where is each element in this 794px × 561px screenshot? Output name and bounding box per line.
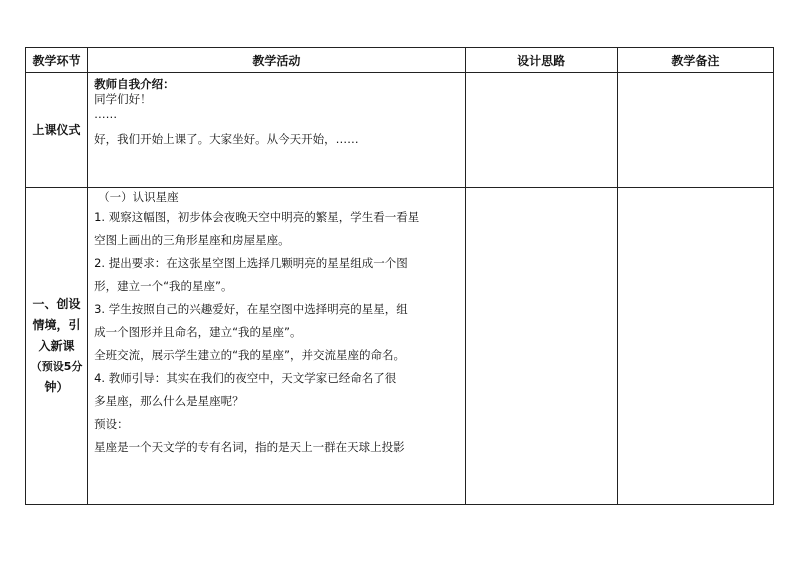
notes-cell xyxy=(617,73,773,188)
activity-line: 1. 观察这幅图，初步体会夜晚天空中明亮的繁星，学生看一看星 xyxy=(94,210,420,224)
activity-cell xyxy=(88,188,466,505)
stage-line: 入新课 xyxy=(38,339,75,354)
stage-line: 钟） xyxy=(44,379,69,394)
activity-line: 多星座，那么什么是星座呢？ xyxy=(94,394,244,408)
stage-cell xyxy=(26,73,88,188)
activity-line: （一）认识星座 xyxy=(98,190,179,204)
table-row xyxy=(26,73,774,188)
stage-line: 情境，引 xyxy=(32,318,81,333)
design-cell xyxy=(465,73,617,188)
table-row xyxy=(26,188,774,505)
activity-line: 2. 提出要求：在这张星空图上选择几颗明亮的星星组成一个图 xyxy=(94,256,408,270)
activity-line: …… xyxy=(94,107,118,121)
lesson-plan-table xyxy=(25,47,774,505)
activity-line: 好，我们开始上课了。大家坐好。从今天开始，…… xyxy=(94,132,359,146)
header-design: 设计思路 xyxy=(465,48,617,73)
stage-line: 一、创设 xyxy=(32,297,81,312)
design-cell xyxy=(465,188,617,505)
activity-line: 形，建立一个“我的星座”。 xyxy=(94,279,233,293)
stage-cell xyxy=(26,188,88,505)
notes-cell xyxy=(617,188,773,505)
activity-line: 4. 教师引导：其实在我们的夜空中，天文学家已经命名了很 xyxy=(94,371,397,385)
header-stage: 教学环节 xyxy=(26,48,88,73)
activity-line: 预设： xyxy=(94,417,129,431)
header-row xyxy=(26,48,774,73)
header-notes: 教学备注 xyxy=(617,48,773,73)
header-activity: 教学活动 xyxy=(88,48,466,73)
activity-line: 空图上画出的三角形星座和房屋星座。 xyxy=(94,233,290,247)
activity-line: 星座是一个天文学的专有名词，指的是天上一群在天球上投影 xyxy=(94,440,405,454)
activity-line: 3. 学生按照自己的兴趣爱好，在星空图中选择明亮的星星，组 xyxy=(94,302,408,316)
activity-cell xyxy=(88,73,466,188)
activity-line: 成一个图形并且命名，建立“我的星座”。 xyxy=(94,325,302,339)
stage-label: 上课仪式 xyxy=(32,122,81,137)
stage-line: （预设5分 xyxy=(30,360,83,374)
activity-line: 同学们好！ xyxy=(94,92,152,106)
activity-line: 全班交流，展示学生建立的“我的星座”，并交流星座的命名。 xyxy=(94,348,405,362)
activity-line: 教师自我介绍： xyxy=(94,77,175,91)
